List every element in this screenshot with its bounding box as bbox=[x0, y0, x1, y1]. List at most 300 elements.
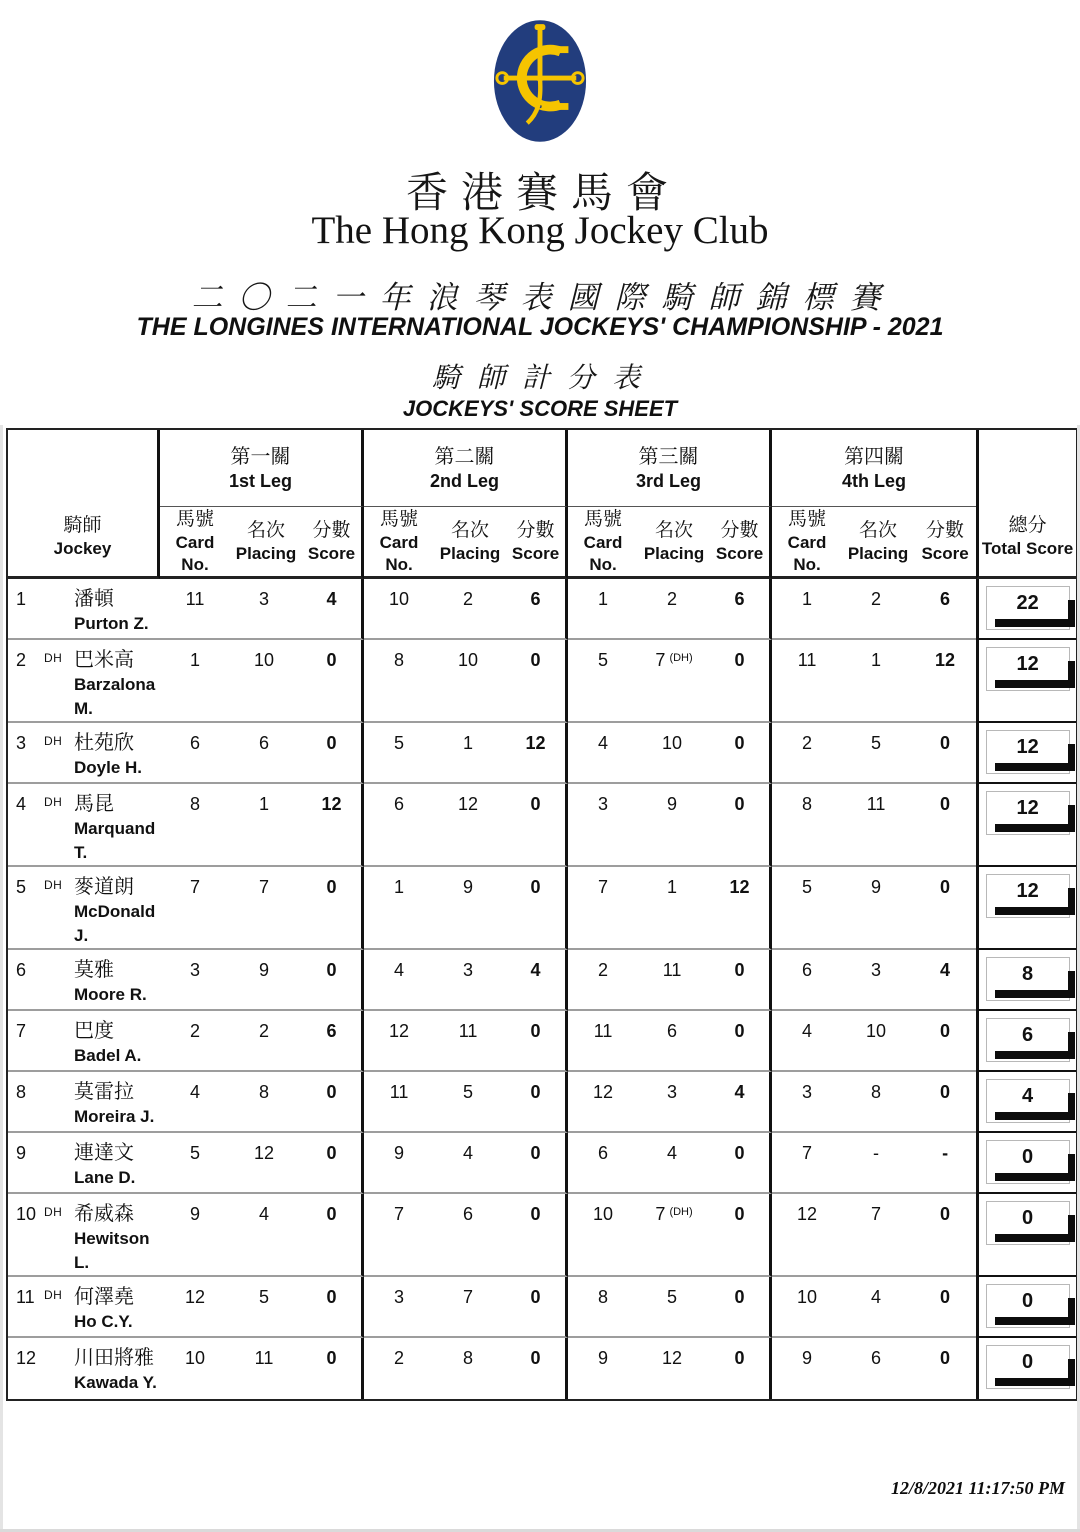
leg2-placing bbox=[434, 1011, 506, 1072]
leg4-score: 6 bbox=[914, 579, 976, 640]
jockey-name bbox=[74, 875, 160, 948]
rank-number: 9 bbox=[16, 1143, 27, 1163]
leg1-score: 0 bbox=[302, 723, 364, 784]
total-score-cell bbox=[976, 950, 1076, 1011]
jockey-name bbox=[74, 1285, 160, 1334]
total-score-cell bbox=[976, 1277, 1076, 1338]
placing-value: 3 bbox=[667, 1082, 678, 1102]
leg3-score: 6 bbox=[710, 579, 772, 640]
leg3-score: 0 bbox=[710, 784, 772, 867]
leg3-card-no: 2 bbox=[568, 950, 638, 1011]
leg1-placing bbox=[230, 1072, 302, 1133]
leg2-card-no: 8 bbox=[364, 640, 434, 723]
leg1-placing bbox=[230, 723, 302, 784]
dh-flag bbox=[44, 958, 74, 961]
hkjc-emblem-icon bbox=[491, 12, 589, 150]
placing-value: 12 bbox=[662, 1348, 683, 1368]
leg3-score: 0 bbox=[710, 1338, 772, 1399]
leg3-placing bbox=[638, 1194, 710, 1277]
jockey-cell bbox=[8, 1194, 160, 1277]
leg4-card-no: 3 bbox=[772, 1072, 842, 1133]
jockey-cell bbox=[8, 1072, 160, 1133]
leg2-score: 6 bbox=[506, 579, 568, 640]
dh-flag bbox=[44, 1141, 74, 1144]
jockey-name bbox=[74, 1141, 160, 1190]
total-score-value: 8 bbox=[1022, 963, 1034, 985]
placing-value: 4 bbox=[871, 1287, 882, 1307]
total-header-zh: 總分 bbox=[1008, 515, 1047, 536]
total-score-column-header bbox=[976, 430, 1076, 579]
total-score-value: 12 bbox=[1016, 797, 1039, 819]
leg1-score: 0 bbox=[302, 640, 364, 723]
placing-value: 5 bbox=[667, 1287, 678, 1307]
event-title-en: THE LONGINES INTERNATIONAL JOCKEYS' CHAMPIONSHIP - 2021 bbox=[136, 313, 944, 341]
total-score-value: 0 bbox=[1022, 1351, 1034, 1373]
leg3-card-no: 5 bbox=[568, 640, 638, 723]
leg3-card-no: 10 bbox=[568, 1194, 638, 1277]
leg3-card-no: 9 bbox=[598, 1348, 609, 1368]
placing-value: 11 bbox=[866, 794, 886, 814]
jockey-name bbox=[74, 958, 160, 1007]
dh-flag bbox=[44, 1019, 74, 1022]
jockey-cell bbox=[8, 1133, 160, 1194]
leg1-score: 0 bbox=[302, 1277, 364, 1338]
leg1-card-no: 6 bbox=[160, 723, 230, 784]
leg4-placing bbox=[842, 1338, 914, 1399]
total-score-value: 22 bbox=[1016, 592, 1039, 614]
leg1-placing bbox=[230, 1133, 302, 1194]
leg2-card-no: 2 bbox=[394, 1348, 405, 1368]
leg3-placing bbox=[638, 1133, 710, 1194]
leg3-score: 0 bbox=[710, 1277, 772, 1338]
leg4-placing bbox=[842, 784, 914, 867]
placing-value: 7 bbox=[655, 650, 666, 670]
leg4-card-no: 4 bbox=[772, 1011, 842, 1072]
jockey-name-zh: 莫雷拉 bbox=[74, 1081, 134, 1103]
leg1-placing bbox=[230, 1277, 302, 1338]
leg2-placing-header: 名次 Placing bbox=[434, 507, 506, 579]
total-score-box bbox=[986, 1140, 1070, 1184]
total-score-box bbox=[986, 1018, 1070, 1062]
leg4-placing bbox=[842, 1277, 914, 1338]
placing-value: 3 bbox=[871, 960, 882, 980]
leg2-card-no: 11 bbox=[364, 1072, 434, 1133]
leg1-card-no: 11 bbox=[160, 579, 230, 640]
rank-number: 1 bbox=[16, 589, 27, 609]
event-title-zh: 二〇二一年浪琴表國際騎師錦標賽 bbox=[191, 280, 897, 315]
jockey-name-en: McDonald J. bbox=[74, 902, 156, 945]
placing-value: 4 bbox=[463, 1143, 474, 1163]
leg3-placing bbox=[638, 579, 710, 640]
placing-value: 9 bbox=[258, 960, 269, 980]
leg2-placing bbox=[434, 1277, 506, 1338]
leg2-score: 0 bbox=[506, 1072, 568, 1133]
leg1-title-zh: 第一關 bbox=[230, 445, 291, 468]
total-score-box bbox=[986, 957, 1070, 1001]
rank-number: 12 bbox=[16, 1348, 37, 1368]
leg4-placing bbox=[842, 1133, 914, 1194]
placing-value: 1 bbox=[667, 877, 678, 897]
leg4-placing bbox=[842, 579, 914, 640]
placing-value: 1 bbox=[871, 650, 882, 670]
leg1-card-no: 4 bbox=[160, 1072, 230, 1133]
placing-value: 2 bbox=[871, 589, 882, 609]
leg1-score: 0 bbox=[302, 867, 364, 950]
jockey-cell bbox=[8, 640, 160, 723]
leg1-card-no: 7 bbox=[160, 867, 230, 950]
leg2-score: 0 bbox=[506, 1277, 568, 1338]
leg2-title-en: 2nd Leg bbox=[430, 470, 500, 491]
leg1-placing bbox=[230, 950, 302, 1011]
jockey-name-zh: 馬昆 bbox=[74, 793, 114, 815]
leg2-card-no: 7 bbox=[364, 1194, 434, 1277]
table-header bbox=[8, 430, 1076, 579]
total-header-en: Total Score bbox=[981, 539, 1074, 558]
leg3-card-no: 6 bbox=[568, 1133, 638, 1194]
leg4-score: 0 bbox=[914, 1277, 976, 1338]
page-edge-left bbox=[0, 425, 3, 1532]
total-score-box bbox=[986, 791, 1070, 835]
leg2-card-no: 5 bbox=[364, 723, 434, 784]
placing-note: (DH) bbox=[669, 1206, 693, 1218]
rank-number: 4 bbox=[16, 794, 27, 814]
rank-number: 3 bbox=[16, 733, 27, 753]
placing-value: 5 bbox=[258, 1287, 269, 1307]
leg1-card-no: 12 bbox=[160, 1277, 230, 1338]
placing-value: 11 bbox=[458, 1021, 478, 1041]
placing-value: 10 bbox=[866, 1021, 887, 1041]
leg4-card-no: 11 bbox=[772, 640, 842, 723]
jockey-name-zh: 杜苑欣 bbox=[74, 732, 134, 754]
jockey-name bbox=[74, 648, 160, 721]
jockey-name-en: Hewitson L. bbox=[74, 1229, 150, 1272]
leg3-placing-header: 名次 Placing bbox=[638, 507, 710, 579]
jockey-header-en: Jockey bbox=[53, 539, 112, 558]
placing-value: 12 bbox=[253, 1143, 275, 1163]
jockey-name-zh: 潘頓 bbox=[74, 588, 114, 610]
leg3-placing bbox=[638, 784, 710, 867]
leg1-placing bbox=[230, 640, 302, 723]
total-score-box bbox=[986, 1284, 1070, 1328]
leg1-card-no: 5 bbox=[160, 1133, 230, 1194]
leg3-placing bbox=[638, 1072, 710, 1133]
total-score-cell bbox=[976, 1338, 1076, 1399]
leg1-header bbox=[160, 430, 364, 507]
total-score-cell bbox=[976, 1011, 1076, 1072]
leg3-card-no: 12 bbox=[568, 1072, 638, 1133]
leg4-card-no: 6 bbox=[772, 950, 842, 1011]
total-score-box bbox=[986, 1079, 1070, 1123]
leg3-placing bbox=[638, 640, 710, 723]
leg4-score: 0 bbox=[940, 1348, 951, 1368]
leg1-card-no: 9 bbox=[160, 1194, 230, 1277]
jockey-name-en: Moore R. bbox=[74, 985, 147, 1004]
jockey-name bbox=[74, 587, 160, 636]
jockey-row bbox=[8, 867, 1076, 950]
sheet-title-zh: 騎師計分表 bbox=[431, 362, 657, 393]
leg1-card-no: 1 bbox=[160, 640, 230, 723]
total-score-box bbox=[986, 586, 1070, 630]
leg3-placing bbox=[638, 723, 710, 784]
leg3-card-no: 4 bbox=[568, 723, 638, 784]
leg3-card-no: 8 bbox=[568, 1277, 638, 1338]
rank-number: 10 bbox=[16, 1204, 37, 1224]
jockey-cell bbox=[8, 950, 160, 1011]
rank-number: 2 bbox=[16, 650, 27, 670]
total-score-cell bbox=[976, 867, 1076, 950]
leg3-placing bbox=[638, 1338, 710, 1399]
leg2-placing bbox=[434, 1194, 506, 1277]
hkjc-logo-wrap bbox=[0, 12, 1080, 155]
dh-flag: DH bbox=[44, 878, 63, 892]
leg2-placing bbox=[434, 950, 506, 1011]
jockey-name-zh: 巴米高 bbox=[74, 649, 134, 671]
leg1-placing bbox=[230, 784, 302, 867]
leg2-placing bbox=[434, 784, 506, 867]
leg1-card-no: 3 bbox=[160, 950, 230, 1011]
leg2-score: 0 bbox=[506, 784, 568, 867]
placing-value: 7 bbox=[463, 1287, 474, 1307]
placing-value: 10 bbox=[662, 733, 683, 753]
leg4-card-no: 1 bbox=[772, 579, 842, 640]
leg2-card-no: 12 bbox=[364, 1011, 434, 1072]
leg4-score: 0 bbox=[914, 784, 976, 867]
total-score-cell bbox=[976, 640, 1076, 723]
placing-value: 7 bbox=[871, 1204, 882, 1224]
jockey-name-en: Marquand T. bbox=[74, 819, 156, 862]
leg3-score: 0 bbox=[710, 1194, 772, 1277]
dh-flag: DH bbox=[44, 795, 63, 809]
placing-value: 11 bbox=[662, 960, 682, 980]
leg3-score: 0 bbox=[710, 1011, 772, 1072]
jockey-cell bbox=[8, 867, 160, 950]
placing-value: 9 bbox=[463, 877, 474, 897]
placing-value: 8 bbox=[871, 1082, 882, 1102]
leg2-placing bbox=[434, 1338, 506, 1399]
jockey-name-zh: 連達文 bbox=[74, 1142, 134, 1164]
leg3-placing bbox=[638, 867, 710, 950]
leg3-score: 0 bbox=[710, 723, 772, 784]
jockey-name bbox=[74, 1080, 160, 1129]
jockey-name bbox=[74, 792, 160, 865]
placing-value: 8 bbox=[258, 1082, 269, 1102]
leg4-card-no: 10 bbox=[772, 1277, 842, 1338]
leg1-card-no-header: 馬號 Card No. bbox=[160, 507, 230, 579]
leg2-placing bbox=[434, 1072, 506, 1133]
placing-value: 8 bbox=[463, 1348, 474, 1368]
leg3-card-no: 1 bbox=[568, 579, 638, 640]
jockey-name-zh: 巴度 bbox=[74, 1020, 114, 1042]
leg1-card-no: 10 bbox=[184, 1348, 206, 1368]
leg2-score: 0 bbox=[506, 1338, 568, 1399]
leg1-score-header: 分數 Score bbox=[302, 507, 364, 579]
jockey-name bbox=[74, 1346, 160, 1395]
leg3-score: 12 bbox=[710, 867, 772, 950]
jockey-name bbox=[74, 731, 160, 780]
jockey-cell bbox=[8, 579, 160, 640]
jockey-name-en: Kawada Y. bbox=[74, 1373, 157, 1392]
total-score-value: 0 bbox=[1022, 1146, 1034, 1168]
dh-flag bbox=[44, 1080, 74, 1083]
leg2-card-no: 1 bbox=[364, 867, 434, 950]
leg4-score-header: 分數 Score bbox=[914, 507, 976, 579]
leg2-placing bbox=[434, 723, 506, 784]
leg4-card-no: 5 bbox=[772, 867, 842, 950]
leg3-title-zh: 第三關 bbox=[638, 445, 699, 468]
placing-value: 2 bbox=[463, 589, 474, 609]
leg1-score: 0 bbox=[302, 1338, 364, 1399]
dh-flag: DH bbox=[44, 734, 63, 748]
total-score-value: 0 bbox=[1022, 1290, 1034, 1312]
club-name-en: The Hong Kong Jockey Club bbox=[311, 209, 769, 252]
leg4-card-no: 7 bbox=[772, 1133, 842, 1194]
leg1-placing bbox=[230, 1011, 302, 1072]
leg3-card-no: 3 bbox=[568, 784, 638, 867]
leg4-card-no: 12 bbox=[772, 1194, 842, 1277]
print-timestamp: 12/8/2021 11:17:50 PM bbox=[891, 1478, 1065, 1498]
leg4-placing bbox=[842, 950, 914, 1011]
score-table-body bbox=[8, 579, 1076, 1399]
total-score-value: 12 bbox=[1016, 736, 1039, 758]
jockeys-score-table bbox=[6, 428, 1079, 1401]
dh-flag: DH bbox=[44, 1205, 63, 1219]
leg4-score: 0 bbox=[914, 867, 976, 950]
jockey-cell bbox=[8, 1277, 160, 1338]
dh-flag: DH bbox=[44, 1288, 63, 1302]
leg3-score: 0 bbox=[710, 950, 772, 1011]
placing-value: 5 bbox=[463, 1082, 474, 1102]
total-score-value: 6 bbox=[1022, 1024, 1034, 1046]
leg4-placing bbox=[842, 640, 914, 723]
jockey-row bbox=[8, 579, 1076, 640]
placing-note: (DH) bbox=[669, 652, 693, 664]
leg2-score: 0 bbox=[506, 1194, 568, 1277]
leg2-card-no-header: 馬號 Card No. bbox=[364, 507, 434, 579]
jockey-row bbox=[8, 1011, 1076, 1072]
leg4-card-no: 2 bbox=[772, 723, 842, 784]
leg4-placing bbox=[842, 1072, 914, 1133]
rank-number: 6 bbox=[16, 960, 27, 980]
leg1-score: 0 bbox=[302, 950, 364, 1011]
leg1-placing bbox=[230, 579, 302, 640]
leg1-score: 6 bbox=[302, 1011, 364, 1072]
jockey-row bbox=[8, 1194, 1076, 1277]
placing-value: 6 bbox=[667, 1021, 678, 1041]
leg3-placing bbox=[638, 1011, 710, 1072]
leg1-score: 0 bbox=[302, 1072, 364, 1133]
leg2-score: 0 bbox=[506, 867, 568, 950]
leg4-placing-header: 名次 Placing bbox=[842, 507, 914, 579]
jockey-cell bbox=[8, 1338, 160, 1399]
leg1-placing bbox=[230, 1338, 302, 1399]
total-score-cell bbox=[976, 1072, 1076, 1133]
dh-flag bbox=[44, 1346, 74, 1349]
leg4-score: 0 bbox=[914, 1011, 976, 1072]
jockey-row bbox=[8, 723, 1076, 784]
leg2-card-no: 3 bbox=[364, 1277, 434, 1338]
leg4-card-no-header: 馬號 Card No. bbox=[772, 507, 842, 579]
leg4-score: 0 bbox=[914, 1072, 976, 1133]
rank-number: 8 bbox=[16, 1082, 27, 1102]
leg4-score: 4 bbox=[914, 950, 976, 1011]
placing-value: 6 bbox=[258, 733, 269, 753]
placing-value: - bbox=[873, 1143, 880, 1163]
jockey-row bbox=[8, 784, 1076, 867]
placing-value: 4 bbox=[258, 1204, 269, 1224]
total-score-value: 12 bbox=[1016, 653, 1039, 675]
jockey-name bbox=[74, 1202, 160, 1275]
jockey-name-en: Doyle H. bbox=[74, 758, 143, 777]
jockey-name-zh: 麥道朗 bbox=[74, 876, 134, 898]
leg4-score: - bbox=[914, 1133, 976, 1194]
total-score-cell bbox=[976, 1194, 1076, 1277]
leg3-score: 0 bbox=[710, 1133, 772, 1194]
leg3-score: 0 bbox=[710, 640, 772, 723]
leg2-score: 0 bbox=[506, 1011, 568, 1072]
leg3-header bbox=[568, 430, 772, 507]
rank-number: 11 bbox=[16, 1287, 35, 1307]
leg1-placing bbox=[230, 1194, 302, 1277]
jockey-row bbox=[8, 1072, 1076, 1133]
leg2-card-no: 10 bbox=[364, 579, 434, 640]
total-score-box bbox=[986, 647, 1070, 691]
jockey-row bbox=[8, 1133, 1076, 1194]
leg1-score: 12 bbox=[302, 784, 364, 867]
placing-value: 4 bbox=[667, 1143, 678, 1163]
total-score-cell bbox=[976, 784, 1076, 867]
dh-flag: DH bbox=[44, 651, 63, 665]
rank-number: 5 bbox=[16, 877, 27, 897]
placing-value: 2 bbox=[667, 589, 678, 609]
total-score-cell bbox=[976, 1133, 1076, 1194]
placing-value: 1 bbox=[258, 794, 269, 814]
placing-value: 6 bbox=[871, 1348, 882, 1368]
placing-value: 9 bbox=[871, 877, 882, 897]
leg1-title-en: 1st Leg bbox=[229, 470, 293, 491]
leg4-placing bbox=[842, 1194, 914, 1277]
placing-value: 10 bbox=[253, 650, 275, 670]
leg2-header bbox=[364, 430, 568, 507]
leg1-card-no: 8 bbox=[160, 784, 230, 867]
jockey-row bbox=[8, 1277, 1076, 1338]
jockey-name-en: Barzalona M. bbox=[74, 675, 156, 718]
jockey-cell bbox=[8, 1011, 160, 1072]
rank-number: 7 bbox=[16, 1021, 27, 1041]
leg2-placing bbox=[434, 1133, 506, 1194]
leg2-score: 0 bbox=[506, 640, 568, 723]
leg2-placing bbox=[434, 867, 506, 950]
leg3-card-no-header: 馬號 Card No. bbox=[568, 507, 638, 579]
placing-value: 1 bbox=[463, 733, 474, 753]
leg4-header bbox=[772, 430, 976, 507]
leg3-card-no: 7 bbox=[568, 867, 638, 950]
leg4-score: 12 bbox=[914, 640, 976, 723]
leg4-score: 0 bbox=[914, 1194, 976, 1277]
leg2-score: 4 bbox=[506, 950, 568, 1011]
leg4-placing bbox=[842, 867, 914, 950]
leg2-card-no: 4 bbox=[364, 950, 434, 1011]
jockey-name-en: Ho C.Y. bbox=[74, 1312, 133, 1331]
placing-value: 10 bbox=[458, 650, 479, 670]
total-score-cell bbox=[976, 579, 1076, 640]
dh-flag bbox=[44, 587, 74, 590]
total-score-value: 0 bbox=[1022, 1207, 1034, 1229]
leg3-score: 4 bbox=[710, 1072, 772, 1133]
leg2-score: 0 bbox=[506, 1133, 568, 1194]
total-score-box bbox=[986, 874, 1070, 918]
total-score-cell bbox=[976, 723, 1076, 784]
leg3-placing bbox=[638, 950, 710, 1011]
